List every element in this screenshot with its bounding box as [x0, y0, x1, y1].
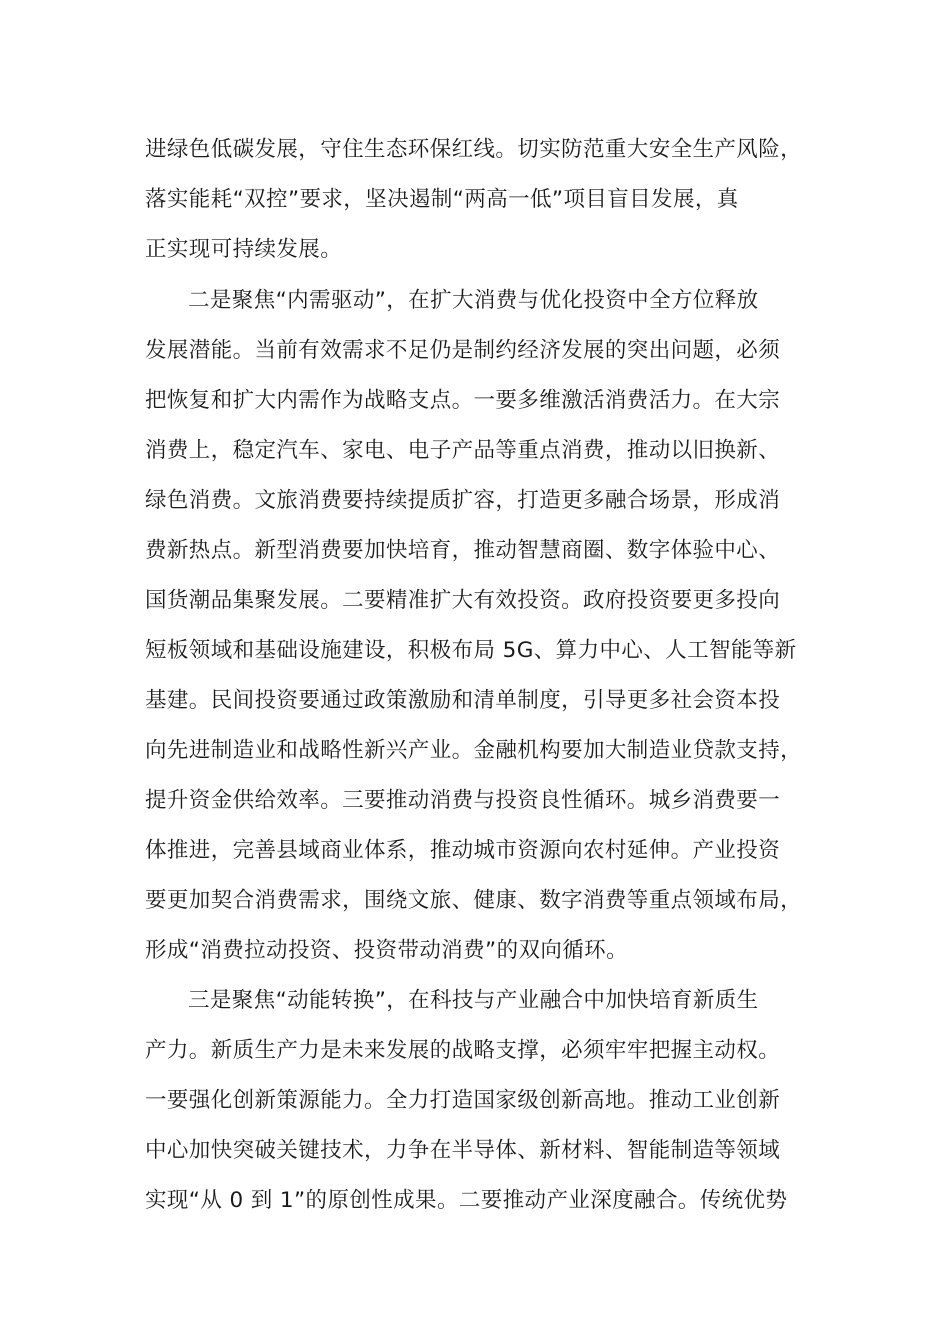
text-line: 发展潜能。当前有效需求不足仍是制约经济发展的突出问题，必须	[145, 338, 781, 363]
paragraph-start-line: 三是聚焦“动能转换”，在科技与产业融合中加快培育新质生	[188, 988, 759, 1013]
text-line: 消费上，稳定汽车、家电、电子产品等重点消费，推动以旧换新、	[145, 438, 781, 463]
text-line: 实现“从 0 到 1”的原创性成果。二要推动产业深度融合。传统优势	[145, 1188, 788, 1213]
text-line: 落实能耗“双控”要求，坚决遏制“两高一低”项目盲目发展，真	[145, 187, 739, 212]
paragraph-start-line: 二是聚焦“内需驱动”，在扩大消费与优化投资中全方位释放	[188, 288, 759, 313]
text-line: 正实现可持续发展。	[145, 237, 343, 262]
text-line: 要更加契合消费需求，围绕文旅、健康、数字消费等重点领域布局，	[145, 888, 803, 913]
text-line: 基建。民间投资要通过政策激励和清单制度，引导更多社会资本投	[145, 688, 781, 713]
text-line: 产力。新质生产力是未来发展的战略支撑，必须牢牢把握主动权。	[145, 1038, 781, 1063]
text-line: 进绿色低碳发展，守住生态环保红线。切实防范重大安全生产风险，	[145, 137, 803, 162]
text-line: 绿色消费。文旅消费要持续提质扩容，打造更多融合场景，形成消	[145, 488, 781, 513]
text-line: 形成“消费拉动投资、投资带动消费”的双向循环。	[145, 938, 628, 963]
text-line: 提升资金供给效率。三要推动消费与投资良性循环。城乡消费要一	[145, 788, 781, 813]
text-line: 一要强化创新策源能力。全力打造国家级创新高地。推动工业创新	[145, 1088, 781, 1113]
text-line: 国货潮品集聚发展。二要精准扩大有效投资。政府投资要更多投向	[145, 588, 781, 613]
text-line: 短板领域和基础设施建设，积极布局 5G、算力中心、人工智能等新	[145, 638, 797, 663]
text-line: 把恢复和扩大内需作为战略支点。一要多维激活消费活力。在大宗	[145, 388, 781, 413]
text-line: 体推进，完善县域商业体系，推动城市资源向农村延伸。产业投资	[145, 838, 781, 863]
text-line: 向先进制造业和战略性新兴产业。金融机构要加大制造业贷款支持，	[145, 738, 803, 763]
text-line: 费新热点。新型消费要加快培育，推动智慧商圈、数字体验中心、	[145, 538, 781, 563]
text-line: 中心加快突破关键技术，力争在半导体、新材料、智能制造等领域	[145, 1138, 781, 1163]
